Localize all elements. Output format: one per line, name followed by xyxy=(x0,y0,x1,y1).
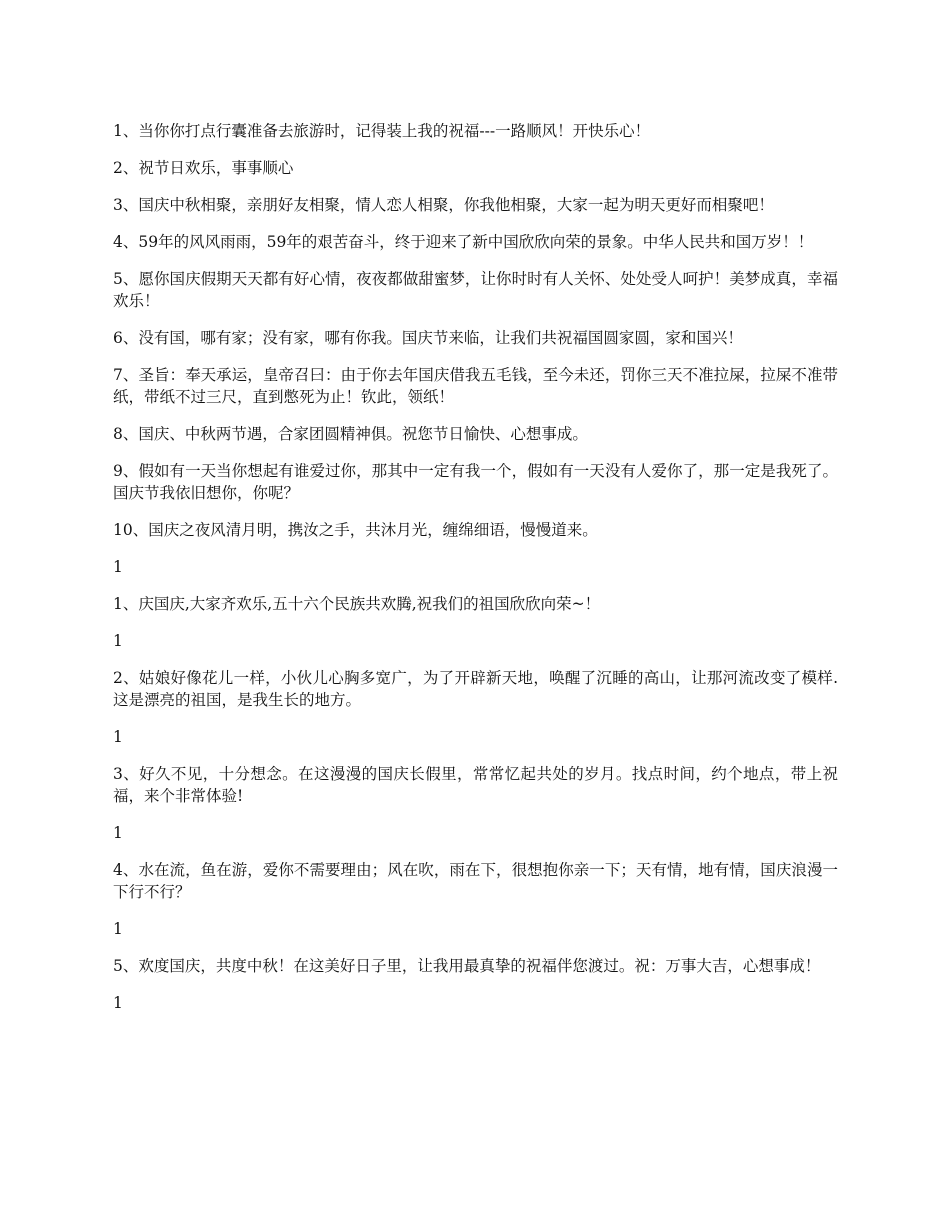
page-number-marker: 1 xyxy=(113,920,123,938)
page-number-marker: 1 xyxy=(113,728,123,746)
page-number-marker: 1 xyxy=(113,558,123,576)
paragraph: 2、姑娘好像花儿一样，小伙儿心胸多宽广，为了开辟新天地，唤醒了沉睡的高山，让那河流改变了模样.这是漂亮的祖国，是我生长的地方。 xyxy=(113,669,838,709)
paragraph: 5、愿你国庆假期天天都有好心情，夜夜都做甜蜜梦，让你时时有人关怀、处处受人呵护！美梦成真，幸福欢乐！ xyxy=(113,270,838,310)
paragraph: 7、圣旨：奉天承运，皇帝召曰：由于你去年国庆借我五毛钱，至今未还，罚你三天不准拉屎，拉屎不准带纸，带纸不过三尺，直到憋死为止！钦此，领纸！ xyxy=(113,366,838,406)
paragraph: 5、欢度国庆，共度中秋！在这美好日子里，让我用最真挚的祝福伴您渡过。祝：万事大吉，心想事成！ xyxy=(113,957,821,975)
paragraph: 3、国庆中秋相聚，亲朋好友相聚，情人恋人相聚，你我他相聚，大家一起为明天更好而相聚吧！ xyxy=(113,196,774,214)
document-body xyxy=(113,120,838,1029)
paragraph: 10、国庆之夜风清月明，携汝之手，共沐月光，缠绵细语，慢慢道来。 xyxy=(113,521,598,539)
paragraph: 4、水在流，鱼在游，爱你不需要理由；风在吹，雨在下，很想抱你亲一下；天有情，地有情，国庆浪漫一下行不行？ xyxy=(113,861,838,901)
paragraph: 4、59年的风风雨雨，59年的艰苦奋斗，终于迎来了新中国欣欣向荣的景象。中华人民共和国万岁！！ xyxy=(113,233,814,251)
page-number-marker: 1 xyxy=(113,632,123,650)
paragraph: 6、没有国，哪有家；没有家，哪有你我。国庆节来临，让我们共祝福国圆家圆，家和国兴！ xyxy=(113,329,743,347)
paragraph: 1、当你你打点行囊准备去旅游时，记得装上我的祝福---一路顺风！开快乐心！ xyxy=(113,122,651,140)
paragraph: 2、祝节日欢乐，事事顺心 xyxy=(113,159,294,177)
paragraph: 3、好久不见，十分想念。在这漫漫的国庆长假里，常常忆起共处的岁月。找点时间，约个地点，带上祝福，来个非常体验! xyxy=(113,765,838,805)
paragraph: 1、庆国庆,大家齐欢乐,五十六个民族共欢腾,祝我们的祖国欣欣向荣~！ xyxy=(113,595,601,613)
page-number-marker: 1 xyxy=(113,994,123,1012)
paragraph: 9、假如有一天当你想起有谁爱过你，那其中一定有我一个，假如有一天没有人爱你了，那一定是我死了。国庆节我依旧想你，你呢？ xyxy=(113,462,838,502)
paragraph: 8、国庆、中秋两节遇，合家团圆精神俱。祝您节日愉快、心想事成。 xyxy=(113,425,588,443)
page-number-marker: 1 xyxy=(113,824,123,842)
